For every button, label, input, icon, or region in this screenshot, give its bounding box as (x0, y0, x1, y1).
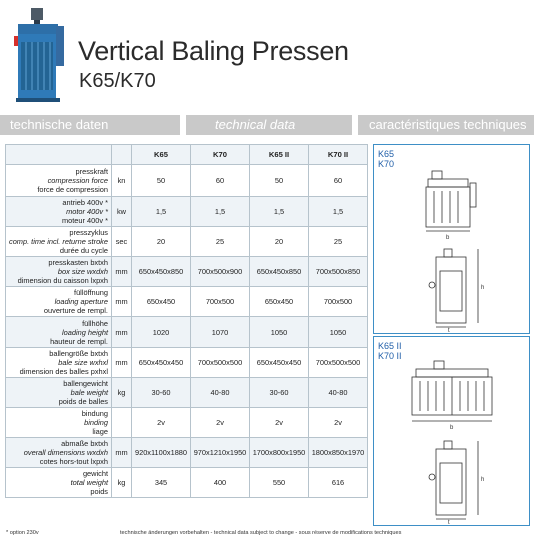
footnote-option: * option 230v (6, 530, 39, 536)
dim-label-b: b (450, 425, 454, 431)
table-cell: 40-80 (191, 378, 250, 408)
row-label-fr: liage (92, 427, 108, 436)
row-label-en: loading aperture (54, 297, 108, 306)
table-cell: 700x500x900 (191, 257, 250, 287)
table-cell: 700x500x500 (191, 348, 250, 378)
spec-table (5, 144, 368, 498)
table-cell: 1,5 (132, 197, 191, 227)
drawing-panel-standard (373, 144, 530, 334)
table-cell: 1050 (250, 317, 309, 348)
table-row (6, 287, 368, 317)
table-cell: 1700x800x1950 (250, 438, 309, 468)
table-cell: 616 (309, 468, 368, 498)
row-label (6, 438, 112, 468)
drawing-panel-twin (373, 336, 530, 526)
table-cell: 700x500x850 (309, 257, 368, 287)
table-cell: 1800x850x1970 (309, 438, 368, 468)
row-label-de: gewicht (82, 469, 108, 478)
row-label-fr: moteur 400v * (61, 216, 108, 225)
row-label-de: bindung (81, 409, 108, 418)
row-label-fr: cotes hors-tout lxpxh (39, 457, 108, 466)
column-header: K70 II (309, 145, 368, 165)
table-cell: 650x450 (132, 287, 191, 317)
band-label-de: technische daten (10, 117, 109, 132)
row-label-fr: force de compression (37, 185, 108, 194)
drawing-model-label: K65 II (378, 341, 402, 351)
table-cell: 700x500 (309, 287, 368, 317)
row-label-en: compression force (47, 176, 108, 185)
table-cell: 2v (309, 408, 368, 438)
row-unit: kn (112, 165, 132, 197)
row-label-de: presszyklus (69, 228, 108, 237)
header (0, 0, 534, 114)
row-unit: sec (112, 227, 132, 257)
table-cell: 25 (309, 227, 368, 257)
row-label-en: bale weight (70, 388, 108, 397)
row-label (6, 348, 112, 378)
table-row (6, 257, 368, 287)
table-cell: 650x450 (250, 287, 309, 317)
row-label-de: füllöffnung (74, 288, 108, 297)
row-label (6, 197, 112, 227)
row-label-en: total weight (70, 478, 108, 487)
table-cell: 400 (191, 468, 250, 498)
footnote-disclaimer: technische änderungen vorbehalten - technical data subject to change - sous réserve de modifications techniques (120, 530, 402, 536)
page-title: Vertical Baling Pressen (78, 36, 349, 66)
table-cell: 50 (250, 165, 309, 197)
table-cell: 20 (250, 227, 309, 257)
table-cell: 700x500x500 (309, 348, 368, 378)
row-label (6, 165, 112, 197)
row-label-de: ballengewicht (63, 379, 108, 388)
table-row (6, 348, 368, 378)
table-cell: 550 (250, 468, 309, 498)
dim-label-h: h (481, 285, 485, 291)
row-label-de: abmaße bxtxh (61, 439, 108, 448)
header-cell-unit (112, 145, 132, 165)
drawing-model-label: K70 II (378, 351, 402, 361)
header-cell-empty (6, 145, 112, 165)
row-unit: mm (112, 348, 132, 378)
row-label-de: füllhöhe (82, 318, 108, 328)
row-label (6, 317, 112, 348)
column-header: K70 (191, 145, 250, 165)
table-cell: 2v (250, 408, 309, 438)
row-label-en: box size wxdxh (57, 267, 108, 276)
table-row (6, 408, 368, 438)
row-label (6, 408, 112, 438)
row-label-fr: dimension du caisson lxpxh (17, 276, 108, 285)
band-label-fr: caractéristiques techniques (369, 117, 527, 132)
row-unit: mm (112, 287, 132, 317)
table-cell: 650x450x850 (250, 257, 309, 287)
row-label-fr: poids (90, 487, 108, 496)
row-label-en: loading height (61, 327, 108, 337)
table-row (6, 165, 368, 197)
row-label-fr: hauteur de rempl. (50, 336, 108, 346)
table-cell: 2v (191, 408, 250, 438)
table-cell: 30-60 (132, 378, 191, 408)
row-label-en: comp. time incl. returne stroke (9, 237, 108, 246)
row-label-fr: durée du cycle (59, 246, 108, 255)
row-label (6, 287, 112, 317)
row-unit: mm (112, 438, 132, 468)
row-label (6, 227, 112, 257)
table-cell: 345 (132, 468, 191, 498)
column-header: K65 (132, 145, 191, 165)
row-label-en: motor 400v * (66, 207, 108, 216)
row-unit: mm (112, 257, 132, 287)
band-label-en: technical data (215, 117, 296, 132)
dim-label-t: t (448, 520, 450, 525)
row-label-en: binding (84, 418, 108, 427)
row-unit: kw (112, 197, 132, 227)
table-cell: 1,5 (191, 197, 250, 227)
drawing-model-label: K65 (378, 149, 395, 159)
table-cell: 1,5 (309, 197, 368, 227)
table-cell: 1050 (309, 317, 368, 348)
table-cell: 2v (132, 408, 191, 438)
table-row (6, 438, 368, 468)
dim-label-t: t (448, 328, 450, 333)
row-label (6, 378, 112, 408)
row-label-de: presskraft (75, 167, 108, 176)
table-cell: 60 (309, 165, 368, 197)
column-header: K65 II (250, 145, 309, 165)
table-cell: 970x1210x1950 (191, 438, 250, 468)
table-cell: 40-80 (309, 378, 368, 408)
table-row (6, 197, 368, 227)
table-row (6, 468, 368, 498)
table-cell: 30-60 (250, 378, 309, 408)
section-band (0, 115, 534, 135)
table-cell: 60 (191, 165, 250, 197)
table-cell: 1,5 (250, 197, 309, 227)
row-unit: kg (112, 378, 132, 408)
table-row (6, 227, 368, 257)
table-cell: 1070 (191, 317, 250, 348)
table-cell: 25 (191, 227, 250, 257)
row-label-fr: poids de balles (58, 397, 108, 406)
row-label (6, 257, 112, 287)
table-row (6, 378, 368, 408)
row-unit (112, 408, 132, 438)
technical-drawing-standard (374, 145, 529, 333)
table-cell: 20 (132, 227, 191, 257)
technical-drawing-twin (374, 337, 529, 525)
row-label-de: ballengröße bxtxh (49, 349, 108, 358)
page-subtitle: K65/K70 (79, 70, 156, 92)
band-divider (352, 115, 358, 135)
row-label-fr: ouverture de rempl. (43, 306, 108, 315)
row-label-de: presskasten bxtxh (48, 258, 108, 267)
table-header-row (6, 145, 368, 165)
table-cell: 50 (132, 165, 191, 197)
row-unit: kg (112, 468, 132, 498)
row-label-en: bale size wxhxl (58, 358, 108, 367)
row-unit: mm (112, 317, 132, 348)
table-cell: 650x450x850 (132, 257, 191, 287)
dim-label-h: h (481, 477, 485, 483)
table-cell: 650x450x450 (132, 348, 191, 378)
dim-label-b: b (446, 235, 450, 241)
table-cell: 650x450x450 (250, 348, 309, 378)
row-label-de: antrieb 400v * (62, 198, 108, 207)
table-cell: 700x500 (191, 287, 250, 317)
table-cell: 1020 (132, 317, 191, 348)
table-cell: 920x1100x1880 (132, 438, 191, 468)
drawing-model-label: K70 (378, 159, 395, 169)
row-label (6, 468, 112, 498)
table-row (6, 317, 368, 348)
row-label-en: overall dimensions wxdxh (23, 448, 108, 457)
baling-press-image (8, 6, 66, 104)
row-label-fr: dimension des balles pxhxl (19, 367, 108, 376)
band-divider (180, 115, 186, 135)
